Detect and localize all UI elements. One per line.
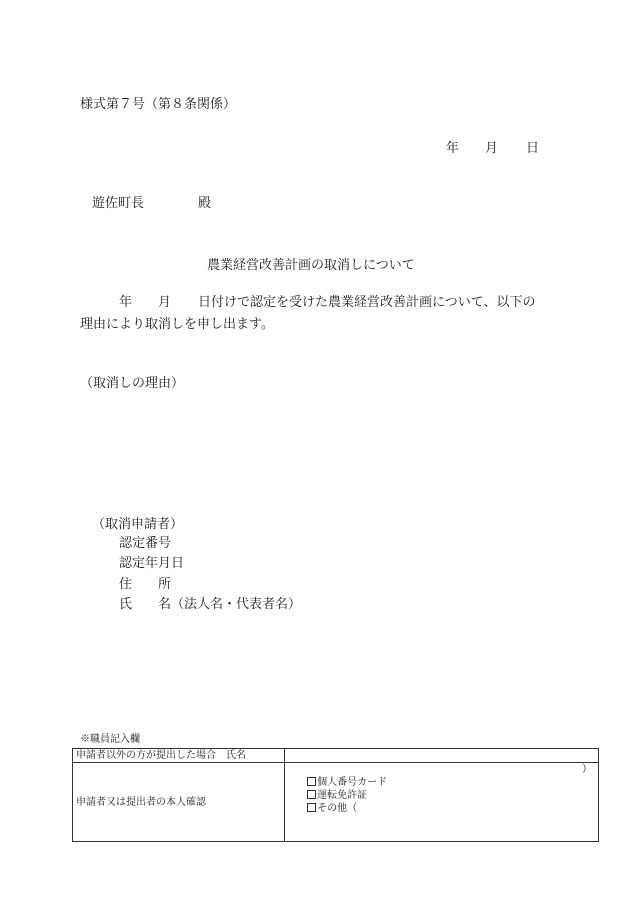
- reason-heading: （取消しの理由）: [80, 376, 185, 391]
- option-label: 個人番号カード: [317, 777, 388, 788]
- identity-check-options: [285, 763, 599, 842]
- checkbox-icon[interactable]: [307, 803, 316, 812]
- table-row: [73, 763, 599, 842]
- table-row: [73, 749, 599, 763]
- body-line2: 理由により取消しを申し出ます。: [80, 317, 274, 332]
- identity-check-label: 申請者又は提出者の本人確認: [73, 763, 285, 842]
- submitter-name-field[interactable]: [285, 749, 599, 763]
- applicant-heading: （取消申請者）: [92, 517, 184, 532]
- checkbox-icon[interactable]: [307, 777, 316, 786]
- staff-section-heading: ※職員記入欄: [80, 734, 140, 745]
- option-mynumber-card[interactable]: [307, 776, 387, 789]
- applicant-cert-date: 認定年月日: [119, 556, 185, 571]
- date-month: 月: [485, 141, 499, 156]
- applicant-cert-number: 認定番号: [119, 536, 172, 551]
- document-title: 農業経営改善計画の取消しについて: [207, 258, 415, 273]
- addressee-honorific: 殿: [198, 196, 212, 211]
- submitter-name-label: 申請者以外の方が提出した場合 氏名: [73, 749, 285, 763]
- date-year: 年: [446, 141, 460, 156]
- option-label: 運転免許証: [317, 790, 368, 801]
- applicant-address: 住 所: [119, 577, 172, 592]
- body-line1-rest: 日付けで認定を受けた農業経営改善計画について、以下の: [198, 295, 536, 310]
- date-day: 日: [526, 141, 540, 156]
- option-other[interactable]: [307, 802, 357, 815]
- checkbox-icon[interactable]: [307, 790, 316, 799]
- form-number: 様式第７号（第８条関係）: [80, 97, 237, 112]
- option-other-close: ）: [582, 764, 592, 775]
- body-month: 月: [158, 295, 172, 310]
- body-year: 年: [119, 295, 133, 310]
- applicant-name: 氏 名（法人名・代表者名）: [119, 597, 302, 612]
- option-drivers-license[interactable]: [307, 789, 367, 802]
- staff-entry-table: [72, 748, 599, 842]
- option-label: その他（: [317, 803, 358, 814]
- addressee-name: 遊佐町長: [92, 196, 145, 211]
